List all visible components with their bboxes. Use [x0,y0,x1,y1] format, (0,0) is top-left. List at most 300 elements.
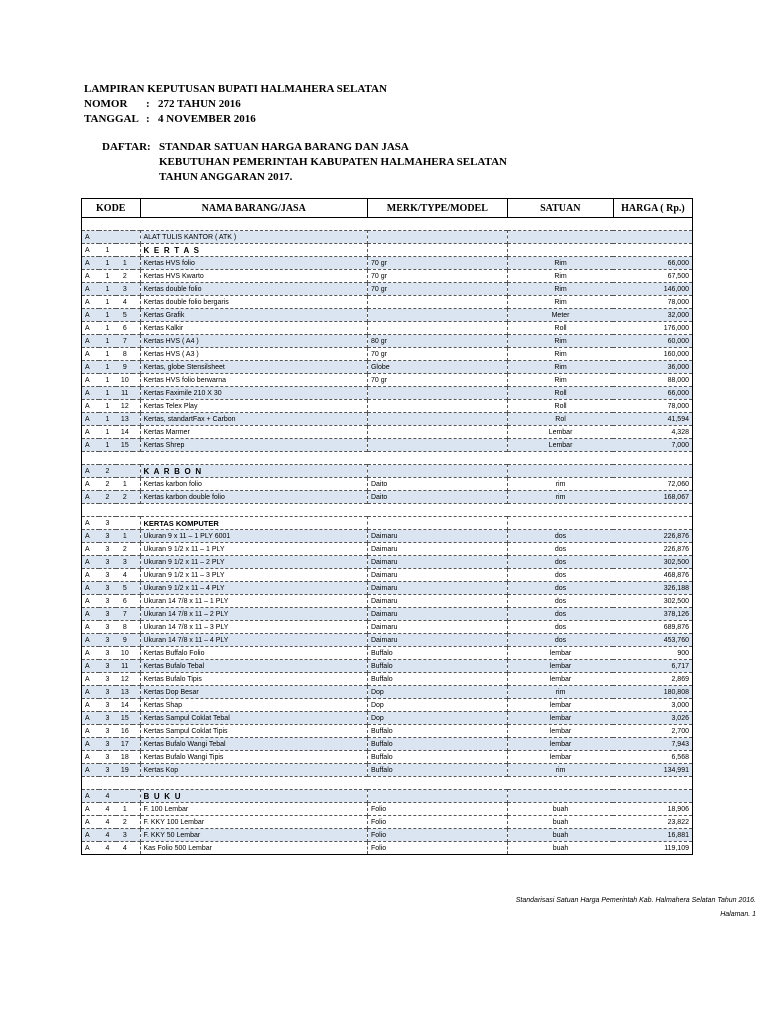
kode-part-3: 3 [116,556,133,569]
tanggal-colon: : [146,113,150,125]
kode-part-2: 3 [99,764,116,777]
merk-cell: Daimaru [367,582,507,595]
harga-cell: 4,328 [671,428,689,436]
nama-barang-cell: Kertas Kop [140,764,367,777]
kode-part-1: A [85,571,90,579]
merk-cell: Daimaru [367,556,507,569]
satuan-cell: lembar [507,712,613,725]
kode-part-2: 4 [105,805,110,813]
satuan-cell: Lembar [507,426,613,439]
satuan-cell: rim [507,491,613,504]
satuan-cell: dos [507,556,613,569]
nama-barang-cell: Kertas Shap [140,699,367,712]
table-row [82,374,693,387]
daftar-indent [102,170,147,185]
table-row [82,673,693,686]
daftar-line-2: KEBUTUHAN PEMERINTAH KABUPATEN HALMAHERA SELATAN [159,156,507,168]
nama-barang-cell: Kertas Kalkir [140,322,367,335]
nama-barang-cell: Kertas Telex Play [140,400,367,413]
merk-cell [367,244,507,257]
kode-part-3 [116,231,133,244]
nama-barang-cell: Kertas, standartFax + Carbon [140,413,367,426]
kode-part-2: 3 [99,712,116,725]
nama-barang-cell: Ukuran 9 1/2 x 11 – 3 PLY [140,569,367,582]
kode-part-2: 1 [99,439,116,452]
table-row [82,348,693,361]
table-row [82,595,693,608]
kode-part-3: 2 [116,491,133,504]
col-header-nama: NAMA BARANG/JASA [140,199,367,218]
merk-cell: 70 gr [367,257,507,270]
kode-part-3: 6 [122,324,127,332]
table-row [82,439,693,452]
kode-part-1: A [85,805,90,813]
merk-cell [367,439,507,452]
nama-barang-cell: F. KKY 50 Lembar [140,829,367,842]
satuan-cell: Rim [507,296,613,309]
nama-barang-cell: Kertas Bufalo Wangi Tebal [140,738,367,751]
kode-part-2: 2 [99,491,116,504]
table-group-row [82,231,693,244]
kode-part-1: A [82,257,99,270]
kode-part-3: 18 [120,753,129,761]
table-row [82,400,693,413]
kode-part-1: A [82,790,99,803]
table-row [82,569,693,582]
kode-part-2: 4 [105,844,110,852]
nama-barang-cell: Ukuran 14 7/8 x 11 – 1 PLY [140,595,367,608]
table-row [82,725,693,738]
nama-barang-cell: Ukuran 14 7/8 x 11 – 4 PLY [140,634,367,647]
merk-cell: Buffalo [367,725,507,738]
satuan-cell: rim [507,686,613,699]
kode-part-1: A [82,530,99,543]
kode-part-3: 3 [116,283,133,296]
table-row [82,543,693,556]
merk-cell: Daito [367,491,507,504]
satuan-cell: lembar [507,660,613,673]
table-row [82,556,693,569]
kode-part-1: A [85,844,90,852]
harga-cell: 119,109 [664,844,689,852]
kode-part-3: 13 [116,686,133,699]
nama-barang-cell: Kertas Shrep [140,439,367,452]
kode-part-1: A [82,335,99,348]
kode-part-2: 4 [105,818,110,826]
kode-part-2: 3 [99,608,116,621]
spacer-cell [82,504,693,517]
harga-cell [613,244,692,257]
kode-part-3: 1 [116,257,133,270]
kode-part-2: 3 [105,519,110,527]
merk-cell: Folio [367,842,507,855]
kode-part-3: 14 [120,428,129,436]
kode-part-1: A [82,283,99,296]
harga-cell: 226,876 [613,530,692,543]
nama-barang-cell: Kertas Buffalo Folio [140,647,367,660]
table-row [82,478,693,491]
table-row [82,426,693,439]
harga-cell: 16,881 [613,829,692,842]
kode-part-1: A [85,272,90,280]
satuan-cell: Rim [507,374,613,387]
kode-part-1: A [85,623,90,631]
table-row [82,283,693,296]
kode-part-3: 16 [120,727,129,735]
satuan-cell: dos [507,634,613,647]
harga-cell: 689,876 [663,623,689,631]
harga-cell: 302,500 [663,597,689,605]
satuan-cell [507,244,613,257]
merk-cell: Daimaru [367,634,507,647]
spacer-cell [82,452,693,465]
merk-cell: 70 gr [367,283,507,296]
harga-cell: 36,000 [613,361,692,374]
table-row [82,621,693,634]
kode-part-2: 3 [105,675,110,683]
page-footer [516,894,756,922]
nama-barang-cell: Kas Folio 500 Lembar [140,842,367,855]
table-row [82,738,693,751]
nama-barang-cell: Kertas HVS folio [140,257,367,270]
merk-cell: Buffalo [367,738,507,751]
merk-cell: Buffalo [367,764,507,777]
nama-barang-cell: K E R T A S [140,244,367,257]
satuan-cell: Rol [507,413,613,426]
kode-part-3: 11 [116,387,133,400]
merk-cell: Buffalo [367,751,507,764]
kode-part-1: A [85,753,90,761]
merk-cell: Folio [367,816,507,829]
kode-part-2: 1 [99,361,116,374]
header-title-row [84,82,387,97]
daftar-indent [147,170,159,185]
table-row [82,751,693,764]
harga-cell: 378,126 [613,608,692,621]
nama-barang-cell: Kertas Faximile 210 X 30 [140,387,367,400]
satuan-cell: lembar [507,699,613,712]
daftar-line-3: TAHUN ANGGARAN 2017. [159,171,293,183]
kode-part-3: 14 [120,701,129,709]
col-header-kode: KODE [82,199,141,218]
nama-barang-cell: Ukuran 9 1/2 x 11 – 4 PLY [140,582,367,595]
col-header-harga: HARGA ( Rp.) [613,199,692,218]
kode-part-2: 1 [99,335,116,348]
harga-cell [613,465,692,478]
kode-part-1: A [82,660,99,673]
merk-cell: Buffalo [367,647,507,660]
kode-part-2: 3 [99,686,116,699]
table-spacer-row [82,777,693,790]
nama-barang-cell: Kertas Grafik [140,309,367,322]
table-group-row [82,465,693,478]
merk-cell: Daimaru [367,608,507,621]
kode-part-3: 17 [116,738,133,751]
harga-cell: 7,943 [613,738,692,751]
nama-barang-cell: Ukuran 9 1/2 x 11 – 1 PLY [140,543,367,556]
nama-barang-cell: Ukuran 14 7/8 x 11 – 2 PLY [140,608,367,621]
tanggal-label: TANGGAL [84,113,139,125]
harga-cell: 72,060 [667,480,689,488]
kode-part-3: 7 [116,608,133,621]
satuan-cell: Rim [507,270,613,283]
kode-part-3: 8 [122,623,127,631]
nama-barang-cell: Kertas double folio [140,283,367,296]
page-number: Halaman. 1 [720,911,756,918]
table-row [82,296,693,309]
nama-barang-cell: F. 100 Lembar [140,803,367,816]
merk-cell: Dop [367,686,507,699]
table-header-row [82,199,693,218]
merk-cell [367,309,507,322]
nama-barang-cell: Kertas Bufalo Tipis [140,673,367,686]
harga-cell: 23,822 [667,818,689,826]
tanggal-row [84,112,387,127]
daftar-indent [102,155,147,170]
table-spacer-row [82,504,693,517]
nama-barang-cell: Kertas Sampul Coklat Tipis [140,725,367,738]
merk-cell: 80 gr [367,335,507,348]
table-row [82,816,693,829]
harga-cell: 168,067 [613,491,692,504]
kode-part-3: 7 [116,335,133,348]
kode-part-3 [116,790,133,803]
satuan-cell [507,231,613,244]
nomor-label: NOMOR [84,98,128,110]
harga-cell: 134,991 [613,764,692,777]
merk-cell [367,400,507,413]
merk-cell: Buffalo [367,673,507,686]
kode-part-1: A [85,675,90,683]
daftar-row-2 [102,155,507,170]
nama-barang-cell: Kertas Sampul Coklat Tebal [140,712,367,725]
kode-part-1: A [85,480,90,488]
kode-part-3: 15 [116,439,133,452]
satuan-cell: Rim [507,283,613,296]
harga-cell: 180,808 [613,686,692,699]
harga-cell: 18,906 [667,805,689,813]
table-spacer-row [82,218,693,231]
kode-part-3: 10 [120,649,129,657]
kode-part-2 [99,231,116,244]
kode-part-1: A [82,439,99,452]
kode-part-1: A [82,556,99,569]
harga-cell: 88,000 [667,376,689,384]
table-row [82,660,693,673]
kode-part-1: A [82,491,99,504]
nama-barang-cell: Ukuran 14 7/8 x 11 – 3 PLY [140,621,367,634]
harga-cell: 60,000 [613,335,692,348]
kode-part-3: 1 [116,530,133,543]
kode-part-3: 11 [116,660,133,673]
table-row [82,829,693,842]
satuan-cell: dos [507,543,613,556]
nama-barang-cell: Kertas Dop Besar [140,686,367,699]
kode-part-1: A [82,634,99,647]
satuan-cell: Roll [507,400,613,413]
satuan-cell: lembar [507,738,613,751]
table-row [82,387,693,400]
merk-cell: Folio [367,803,507,816]
kode-part-2: 1 [105,324,110,332]
kode-part-1: A [82,608,99,621]
satuan-cell [507,517,613,530]
table-row [82,335,693,348]
merk-cell: 70 gr [367,270,507,283]
document-header [84,82,387,127]
satuan-cell: dos [507,582,613,595]
table-row [82,309,693,322]
harga-cell: 7,000 [613,439,692,452]
kode-part-1: A [85,246,90,254]
satuan-cell: dos [507,530,613,543]
kode-part-2: 1 [105,376,110,384]
kode-part-1: A [82,686,99,699]
harga-cell: 160,000 [663,350,689,358]
nama-barang-cell: Kertas Bufalo Wangi Tipis [140,751,367,764]
merk-cell [367,413,507,426]
kode-part-1: A [85,727,90,735]
document-title: LAMPIRAN KEPUTUSAN BUPATI HALMAHERA SELATAN [84,83,387,95]
footer-note: Standarisasi Satuan Harga Pemerintah Kab. Halmahera Selatan Tahun 2016. [515,897,756,904]
table-row [82,712,693,725]
kode-part-3: 12 [120,402,129,410]
table-row [82,491,693,504]
kode-part-3 [116,465,133,478]
nomor-colon: : [146,98,150,110]
kode-part-2: 3 [105,701,110,709]
kode-part-2: 1 [99,387,116,400]
merk-cell: Buffalo [367,660,507,673]
merk-cell: 70 gr [367,374,507,387]
kode-part-2: 3 [105,753,110,761]
daftar-colon: : [147,141,151,153]
harga-cell: 32,000 [613,309,692,322]
price-table [81,198,693,855]
harga-cell: 146,000 [613,283,692,296]
satuan-cell: lembar [507,647,613,660]
kode-part-1: A [85,376,90,384]
satuan-cell [507,465,613,478]
satuan-cell: Roll [507,322,613,335]
satuan-cell: Rim [507,361,613,374]
kode-part-2: 3 [105,545,110,553]
kode-part-3: 1 [122,805,127,813]
satuan-cell: Meter [507,309,613,322]
kode-part-1: A [85,324,90,332]
nama-barang-cell: Kertas double folio bergaris [140,296,367,309]
kode-part-2: 3 [105,649,110,657]
nomor-row [84,97,387,112]
kode-part-2: 3 [105,597,110,605]
kode-part-1: A [85,428,90,436]
kode-part-2: 2 [99,465,116,478]
kode-part-3: 15 [116,712,133,725]
satuan-cell: lembar [507,725,613,738]
merk-cell: Daimaru [367,569,507,582]
table-spacer-row [82,452,693,465]
merk-cell: Dop [367,712,507,725]
kode-part-3: 5 [116,582,133,595]
col-header-merk: MERK/TYPE/MODEL [367,199,507,218]
kode-part-2: 1 [105,428,110,436]
nama-barang-cell: F. KKY 100 Lembar [140,816,367,829]
kode-part-3: 8 [122,350,127,358]
kode-part-1: A [82,764,99,777]
nama-barang-cell: Kertas, globe Stensilsheet [140,361,367,374]
table-group-row [82,244,693,257]
satuan-cell: Roll [507,387,613,400]
nama-barang-cell: Kertas HVS folio berwarna [140,374,367,387]
merk-cell: Daimaru [367,595,507,608]
kode-part-3 [116,517,133,530]
spacer-cell [82,218,693,231]
merk-cell [367,426,507,439]
table-row [82,764,693,777]
satuan-cell: Rim [507,348,613,361]
harga-cell: 468,876 [663,571,689,579]
kode-part-2: 1 [105,246,110,254]
table-row [82,842,693,855]
table-row [82,413,693,426]
merk-cell: Dop [367,699,507,712]
kode-part-1: A [85,597,90,605]
satuan-cell: dos [507,569,613,582]
table-row [82,270,693,283]
satuan-cell: Rim [507,257,613,270]
merk-cell: Daimaru [367,621,507,634]
kode-part-2: 1 [105,402,110,410]
kode-part-3: 2 [122,545,127,553]
table-row [82,322,693,335]
kode-part-3: 4 [122,571,127,579]
harga-cell: 302,500 [613,556,692,569]
kode-part-3: 4 [122,844,127,852]
harga-cell: 6,717 [613,660,692,673]
kode-part-1: A [82,361,99,374]
nama-barang-cell: Kertas karbon folio [140,478,367,491]
kode-part-2: 3 [105,727,110,735]
daftar-row-1 [102,140,507,155]
kode-part-3: 13 [116,413,133,426]
table-row [82,803,693,816]
kode-part-2: 1 [99,257,116,270]
kode-part-2: 1 [99,283,116,296]
kode-part-2: 4 [99,790,116,803]
merk-cell: Folio [367,829,507,842]
harga-cell: 3,026 [613,712,692,725]
harga-cell [613,231,692,244]
harga-cell: 900 [677,649,689,657]
daftar-row-3 [102,170,507,185]
harga-cell: 78,000 [667,298,689,306]
table-body [82,218,693,855]
kode-part-2: 3 [105,571,110,579]
merk-cell: Globe [367,361,507,374]
kode-part-3: 19 [116,764,133,777]
satuan-cell: lembar [507,673,613,686]
kode-part-3: 4 [122,298,127,306]
table-row [82,361,693,374]
nama-barang-cell: Ukuran 9 x 11 – 1 PLY 6001 [140,530,367,543]
kode-part-3 [116,244,133,257]
harga-cell: 67,500 [667,272,689,280]
kode-part-2: 3 [99,738,116,751]
kode-part-1: A [82,829,99,842]
satuan-cell: rim [507,478,613,491]
merk-cell [367,465,507,478]
kode-part-1: A [85,649,90,657]
